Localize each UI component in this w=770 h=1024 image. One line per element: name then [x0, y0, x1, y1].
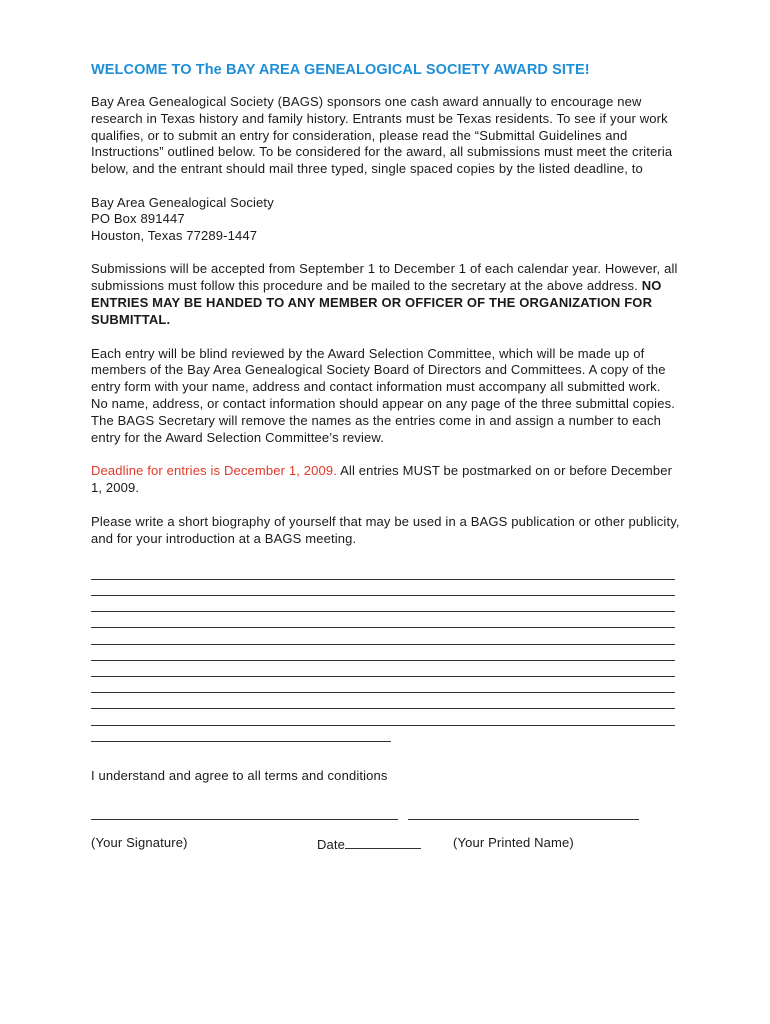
- address-line-3: Houston, Texas 77289-1447: [91, 227, 258, 243]
- biography-line[interactable]: [91, 709, 675, 725]
- biography-line[interactable]: [91, 661, 675, 677]
- date-field-group: [317, 835, 421, 852]
- submissions-paragraph: [91, 261, 681, 328]
- address-line-2: PO Box 891447: [91, 211, 185, 227]
- date-label: Date: [317, 836, 346, 852]
- biography-line[interactable]: [91, 645, 675, 661]
- submissions-text: Submissions will be accepted from September 1 to December 1 of each calendar year. However, all submissions must follow this procedure and be mailed to the secretary at the above address.: [91, 261, 678, 294]
- biography-line[interactable]: [91, 596, 675, 612]
- page-title: WELCOME TO The BAY AREA GENEALOGICAL SOCIETY AWARD SITE!: [91, 62, 590, 78]
- biography-line[interactable]: [91, 628, 675, 644]
- address-line-1: Bay Area Genealogical Society: [91, 194, 274, 210]
- deadline-paragraph: [91, 463, 681, 497]
- biography-line[interactable]: [91, 564, 675, 580]
- signature-field[interactable]: [91, 803, 398, 820]
- biography-line[interactable]: [91, 580, 675, 596]
- printed-name-field[interactable]: [408, 803, 639, 820]
- date-field[interactable]: [345, 835, 421, 849]
- signature-label: (Your Signature): [91, 834, 188, 850]
- submissions-warning: NO ENTRIES MAY BE HANDED TO ANY MEMBER OR OFFICER OF THE ORGANIZATION FOR SUBMITTAL.: [91, 278, 662, 327]
- mailing-address: [91, 195, 681, 245]
- deadline-postmark: All entries MUST be postmarked on or before December 1, 2009.: [91, 463, 673, 496]
- biography-instructions: Please write a short biography of yourself that may be used in a BAGS publication or other publicity, and for your introduction at a BAGS meeting.: [91, 514, 680, 546]
- deadline-notice: Deadline for entries is December 1, 2009.: [91, 463, 338, 479]
- biography-line[interactable]: [91, 726, 391, 742]
- review-paragraph: Each entry will be blind reviewed by the Award Selection Committee, which will be made up of members of the Bay Area Genealogical Society Board of Directors and Committees. A copy of the entry form with your name, address and contact information must accompany all submitted work. No name, address, or contact information should appear on any page of the three submittal copies. The BAGS Secretary will remove the names as the entries come in and assign a number to each entry for the Award Selection Committee’s review.: [91, 345, 675, 445]
- biography-line[interactable]: [91, 693, 675, 709]
- signature-labels: [91, 835, 681, 855]
- award-document: [91, 62, 681, 855]
- biography-line[interactable]: [91, 612, 675, 628]
- signature-lines: [91, 803, 681, 823]
- biography-line[interactable]: [91, 677, 675, 693]
- intro-paragraph: Bay Area Genealogical Society (BAGS) sponsors one cash award annually to encourage new research in Texas history and family history. Entrants must be Texas residents. To see if your work qualifies, or to submit an entry for consideration, please read the “Submittal Guidelines and Instructions” outlined below. To be considered for the award, all submissions must meet the criteria below, and the entrant should mail three typed, single spaced copies by the listed deadline, to: [91, 94, 673, 177]
- biography-writing-area[interactable]: [91, 564, 681, 742]
- agreement-statement: I understand and agree to all terms and conditions: [91, 767, 388, 783]
- printed-name-label: (Your Printed Name): [453, 834, 574, 850]
